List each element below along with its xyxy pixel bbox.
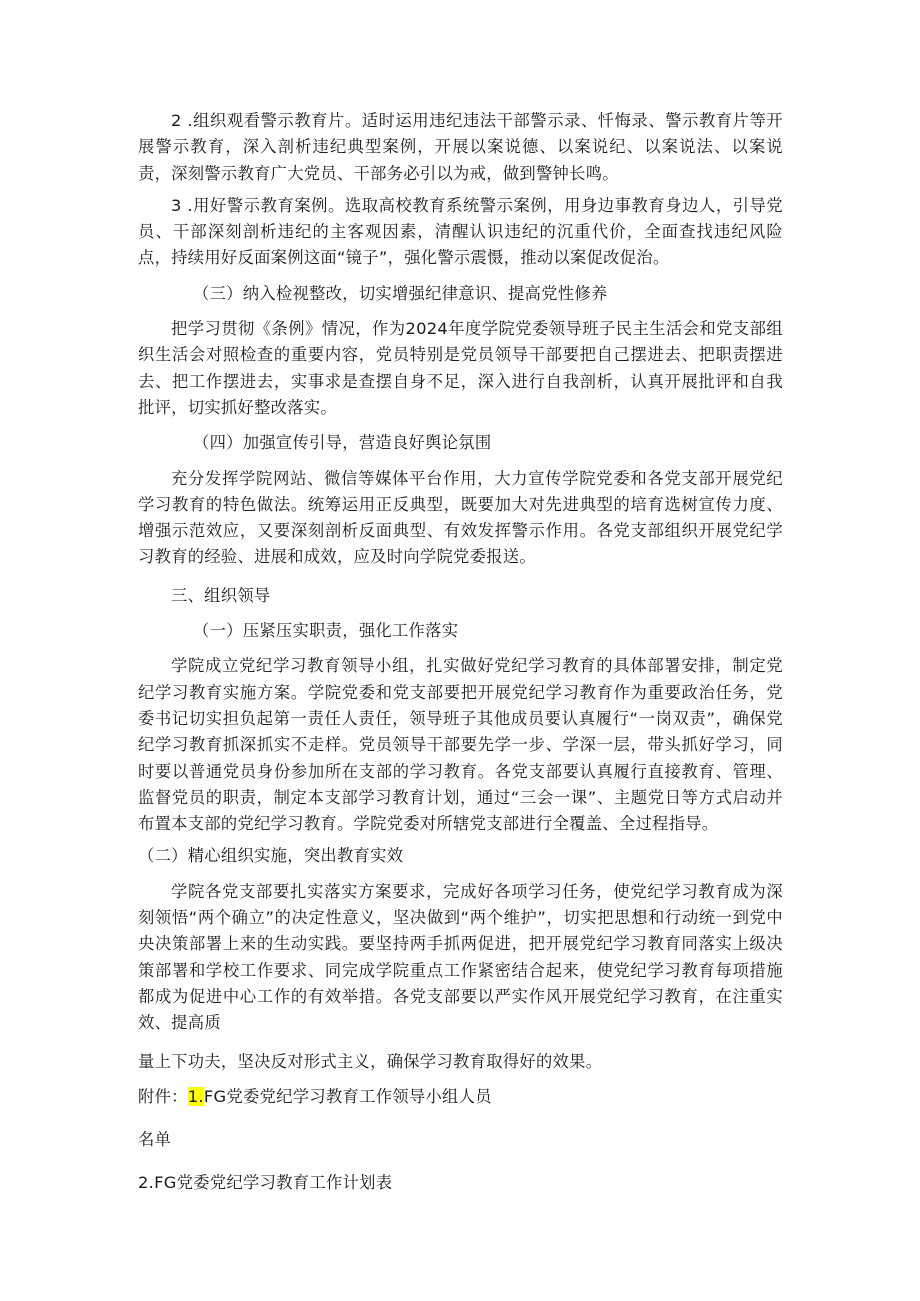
paragraph-warning-films: 2 .组织观看警示教育片。适时运用违纪违法干部警示录、忏悔录、警示教育片等开展警示教育，深入剖析违纪典型案例，开展以案说德、以案说纪、以案说法、以案说责，深刻警示教育广大党员、干部务必引以为戒，做到警钟长鸣。 xyxy=(138,111,783,183)
subheading-implementation: （二）精心组织实施，突出教育实效 xyxy=(138,846,404,866)
subheading-review-rectify: （三）纳入检视整改，切实增强纪律意识、提高党性修养 xyxy=(193,283,608,303)
section-heading-leadership: 三、组织领导 xyxy=(171,585,271,605)
paragraph-responsibility: 学院成立党纪学习教育领导小组，扎实做好党纪学习教育的具体部署安排，制定党纪学习教育实施方案。学院党委和党支部要把开展党纪学习教育作为重要政治任务，党委书记切实担负起第一责任人责任，领导班子其他成员要认真履行“一岗双责”，确保党纪学习教育抓深抓实不走样。党员领导干部要先学一步、学深一层，带头抓好学习，同时要以普通党员身份参加所在支部的学习教育。各党支部要认真履行直接教育、管理、监督党员的职责，制定本支部学习教育计划，通过“三会一课”、主题党日等方式启动并布置本支部的党纪学习教育。学院党委对所辖党支部进行全覆盖、全过程指导。 xyxy=(138,656,783,834)
document-body xyxy=(138,108,783,1197)
attachment-line-1 xyxy=(138,1084,783,1110)
subheading-responsibility: （一）压紧压实职责，强化工作落实 xyxy=(193,621,459,641)
attachment-line-2: 2.FG党委党纪学习教育工作计划表 xyxy=(138,1173,393,1193)
subheading-publicity: （四）加强宣传引导，营造良好舆论氛围 xyxy=(193,433,492,453)
attachment-1-title: FG党委党纪学习教育工作领导小组人员 xyxy=(203,1086,492,1106)
attachment-1-continuation: 名单 xyxy=(138,1130,172,1150)
paragraph-publicity: 充分发挥学院网站、微信等媒体平台作用，大力宣传学院党委和各党支部开展党纪学习教育的特色做法。统筹运用正反典型，既要加大对先进典型的培育选树宣传力度、增强示范效应，又要深刻剖析反面典型、有效发挥警示作用。各党支部组织开展党纪学习教育的经验、进展和成效，应及时向学院党委报送。 xyxy=(138,468,783,567)
paragraph-implementation-cont: 量上下功夫，坚决反对形式主义，确保学习教育取得好的效果。 xyxy=(138,1051,603,1071)
attachment-1-number: 1. xyxy=(187,1086,204,1106)
paragraph-implementation: 学院各党支部要扎实落实方案要求，完成好各项学习任务，使党纪学习教育成为深刻领悟“两个确立”的决定性意义，坚决做到“两个维护”，切实把思想和行动统一到党中央决策部署上来的生动实践。要坚持两手抓两促进，把开展党纪学习教育同落实上级决策部署和学校工作要求、同完成学院重点工作紧密结合起来，使党纪学习教育每项措施都成为促进中心工作的有效举措。各党支部要以严实作风开展党纪学习教育，在注重实效、提高质 xyxy=(138,881,783,1033)
attachment-label: 附件： xyxy=(138,1086,188,1106)
paragraph-warning-cases: 3 .用好警示教育案例。选取高校教育系统警示案例，用身边事教育身边人，引导党员、干部深刻剖析违纪的主客观因素，清醒认识违纪的沉重代价，全面查找违纪风险点，持续用好反面案例这面“镜子”，强化警示震慑，推动以案促改促治。 xyxy=(138,195,783,268)
paragraph-review-rectify: 把学习贯彻《条例》情况，作为2024年度学院党委领导班子民主生活会和党支部组织生活会对照检查的重要内容，党员特别是党员领导干部要把自己摆进去、把职责摆进去、把工作摆进去，实事求是查摆自身不足，深入进行自我剖析，认真开展批评和自我批评，切实抓好整改落实。 xyxy=(138,319,783,417)
